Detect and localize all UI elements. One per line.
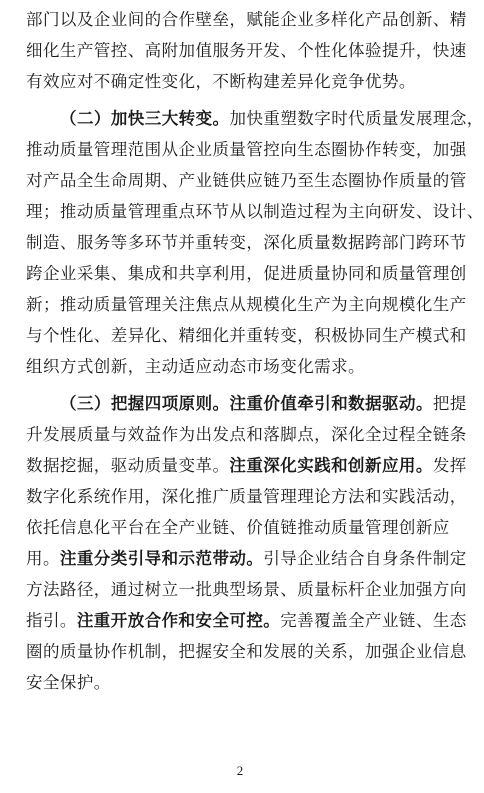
section-heading: （二）加快三大转变。 <box>60 109 230 128</box>
paragraph-four-principles <box>26 388 467 698</box>
text-line <box>26 388 467 419</box>
text-line: 数字化系统作用，深化推广质量管理理论方法和实践活动， <box>26 487 467 506</box>
text-line: 升发展质量与效益作为出发点和落脚点，深化全过程全链条 <box>26 425 467 444</box>
document-body <box>26 4 484 698</box>
text-span: 把提 <box>432 394 467 413</box>
text-span: 指引。 <box>26 611 77 630</box>
section-heading: （三）把握四项原则。 <box>60 394 230 413</box>
text-span: 发挥 <box>432 456 467 475</box>
text-line: 部门以及企业间的合作壁垒，赋能企业多样化产品创新、精 <box>26 10 467 29</box>
principle-title: 注重开放合作和安全可控。 <box>76 611 281 630</box>
text-line <box>26 543 467 574</box>
text-line: 制造、服务等多环节并重转变，深化质量数据跨部门跨环节 <box>26 233 467 252</box>
text-line <box>26 605 467 636</box>
text-line: 跨企业采集、集成和共享利用，促进质量协同和质量管理创 <box>26 264 467 283</box>
principle-title: 注重分类引导和示范带动。 <box>59 549 264 568</box>
text-line: 组织方式创新，主动适应动态市场变化需求。 <box>26 357 365 376</box>
text-line: 推动质量管理范围从企业质量管控向生态圈协作转变，加强 <box>26 140 467 159</box>
text-span: 引导企业结合自身条件制定 <box>263 549 467 568</box>
text-line: 新；推动质量管理关注焦点从规模化生产为主向规模化生产 <box>26 295 467 314</box>
text-line: 圈的质量协作机制，把握安全和发展的关系，加强企业信息 <box>26 642 467 661</box>
text-span: 加快重塑数字时代质量发展理念， <box>229 109 484 128</box>
text-line: 对产品全生命周期、产业链供应链乃至生态圈协作质量的管 <box>26 171 467 190</box>
principle-title: 注重价值牵引和数据驱动。 <box>229 394 433 413</box>
text-line: 安全保护。 <box>26 673 111 692</box>
text-line: 理；推动质量管理重点环节从以制造过程为主向研发、设计、 <box>26 202 484 221</box>
text-span: 完善覆盖全产业链、生态 <box>280 611 467 630</box>
paragraph-three-transformations <box>26 103 484 382</box>
text-line: 细化生产管控、高附加值服务开发、个性化体验提升，快速 <box>26 41 467 60</box>
text-line: 有效应对不确定性变化，不断构建差异化竞争优势。 <box>26 72 416 91</box>
page-number: 2 <box>236 763 244 778</box>
text-span: 数据挖掘，驱动质量变革。 <box>26 456 230 475</box>
text-line: 依托信息化平台在全产业链、价值链推动质量管理创新应 <box>26 518 450 537</box>
text-line: 与个性化、差异化、精细化并重转变，积极协同生产模式和 <box>26 326 467 345</box>
paragraph-continuation <box>26 4 467 97</box>
text-line <box>26 103 484 134</box>
text-line <box>26 450 467 481</box>
text-span: 用。 <box>26 549 60 568</box>
text-line: 方法路径，通过树立一批典型场景、质量标杆企业加强方向 <box>26 580 467 599</box>
principle-title: 注重深化实践和创新应用。 <box>229 456 433 475</box>
